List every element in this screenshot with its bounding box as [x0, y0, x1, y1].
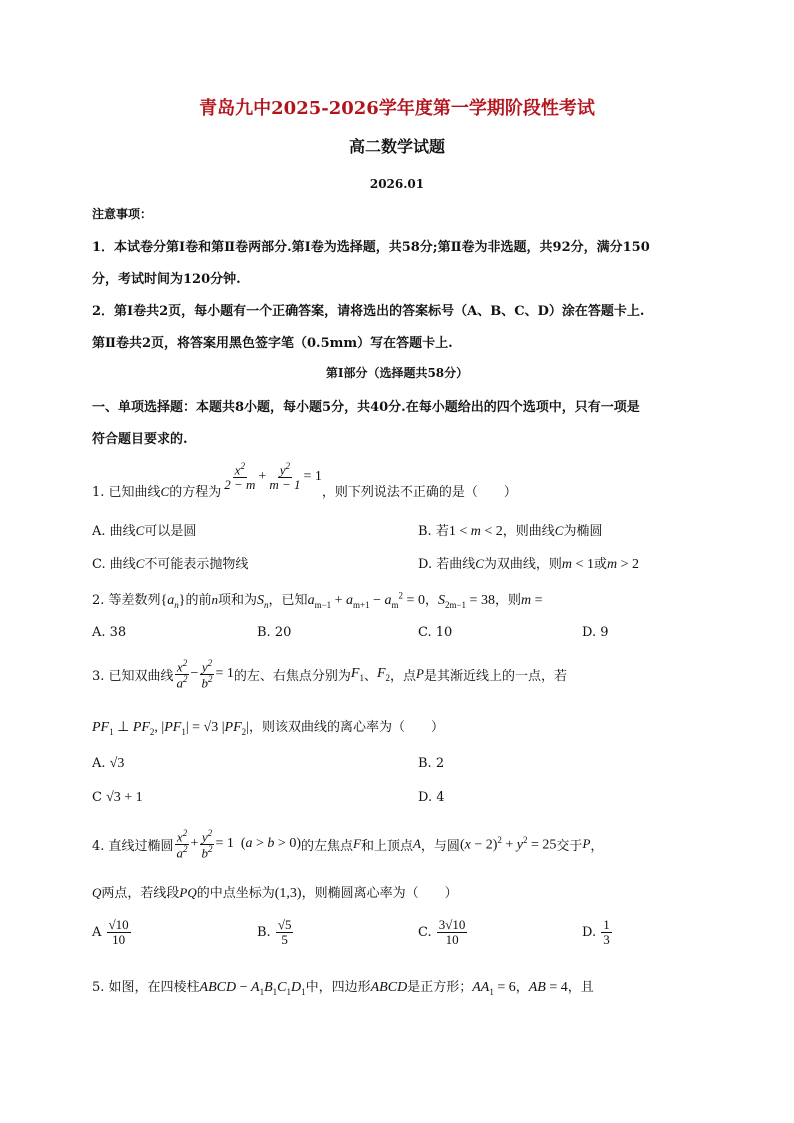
q4-option-c: C. $\frac{3√10}{10}$: [418, 917, 466, 947]
note-2-line-1: 2．第Ⅰ卷共2页，每小题有一个正确答案，请将选出的答案标号（A、B、C、D）涂在答题卡上.: [92, 304, 645, 319]
question-4-continuation: Q两点，若线段PQ的中点坐标为(1,3)，则椭圆离心率为（ ）: [92, 885, 458, 901]
q3-option-b: B. 2: [418, 756, 445, 771]
q4-option-b: B. $\frac{√5}{5}$: [257, 917, 292, 947]
q1-option-c: C. 曲线C不可能表示抛物线: [92, 556, 249, 572]
q2-option-b: B. 20: [257, 625, 292, 640]
q2-option-a: A. 38: [92, 625, 127, 640]
exam-title: 青岛九中2025-2026学年度第一学期阶段性考试: [199, 98, 595, 119]
q3-option-d: D. 4: [418, 790, 445, 805]
q3-option-a: A. √3: [92, 756, 125, 771]
question-5-stem: 5. 如图，在四棱柱ABCD − $A_1B_1C_1D_1$中，四边形ABCD是正方形；$AA_1 = 6$，AB = 4，且: [92, 980, 594, 997]
section-heading-line-1: 一、单项选择题：本题共8小题，每小题5分，共40分.在每小题给出的四个选项中，只有一项是: [92, 400, 640, 415]
q1-option-a: A. 曲线C可以是圆: [92, 523, 197, 539]
part1-heading: 第Ⅰ部分（选择题共58分）: [325, 366, 469, 380]
q1-option-d: D. 若曲线C为双曲线，则m < 1或m > 2: [418, 556, 639, 572]
question-2-stem: 2. 等差数列$\{a_n\}$的前n项和为$S_n$，已知$a_{m-1} + a_{m+1} - a_m^2 = 0$，$S_{2m-1} = 38$，则m =: [92, 590, 543, 610]
exam-date: 2026.01: [369, 177, 425, 191]
question-3-stem: 3. 已知双曲线 $\frac{x^2}{a^2}$ − $\frac{y^2}{b^2}$ = 1 的左、右焦点分别为 $F_1$ 、 $F_2$ ，点 P 是其渐近线上的一点，若: [92, 657, 567, 690]
q1-equation: $\frac{x^2}{2 - m}$ + $\frac{y^2}{m - 1}$ = 1: [224, 461, 322, 493]
note-1-line-2: 分，考试时间为120分钟.: [92, 272, 241, 287]
section-heading-line-2: 符合题目要求的.: [92, 432, 188, 447]
q1-option-b: B. 若1 < m < 2，则曲线C为椭圆: [418, 523, 603, 539]
q2-option-d: D. 9: [582, 625, 609, 640]
note-2-line-2: 第Ⅱ卷共2页，将答案用黑色签字笔（0.5mm）写在答题卡上.: [92, 336, 453, 351]
q3-option-c: C √3 + 1: [92, 790, 143, 805]
question-3-condition: $PF_1$ ⊥ $PF_2$, $|PF_1| = √3$ $|PF_2|$，则该双曲线的离心率为（ ）: [92, 720, 444, 737]
q4-option-a: A $\frac{√10}{10}$: [92, 917, 129, 947]
q2-option-c: C. 10: [418, 625, 453, 640]
question-1-stem: 1. 已知曲线 C 的方程为 $\frac{x^2}{2 - m}$ + $\frac{y^2}{m - 1}$ = 1 ，则下列说法不正确的是（ ）: [92, 461, 517, 500]
question-4-stem: 4. 直线过椭圆 $\frac{x^2}{a^2}$ + $\frac{y^2}{b^2}$ = 1 (a > b > 0) 的左焦点 F 和上顶点 A ，与圆 $(x - 2)^2 + y^2 = 25$ 交于 P ，: [92, 827, 604, 860]
notes-heading: 注意事项：: [92, 207, 153, 221]
exam-subtitle: 高二数学试题: [348, 137, 445, 156]
q4-option-d: D. $\frac{1}{3}$: [582, 917, 610, 947]
note-1-line-1: 1．本试卷分第Ⅰ卷和第Ⅱ卷两部分.第Ⅰ卷为选择题，共58分;第Ⅱ卷为非选题，共92分，满分150: [92, 240, 650, 255]
